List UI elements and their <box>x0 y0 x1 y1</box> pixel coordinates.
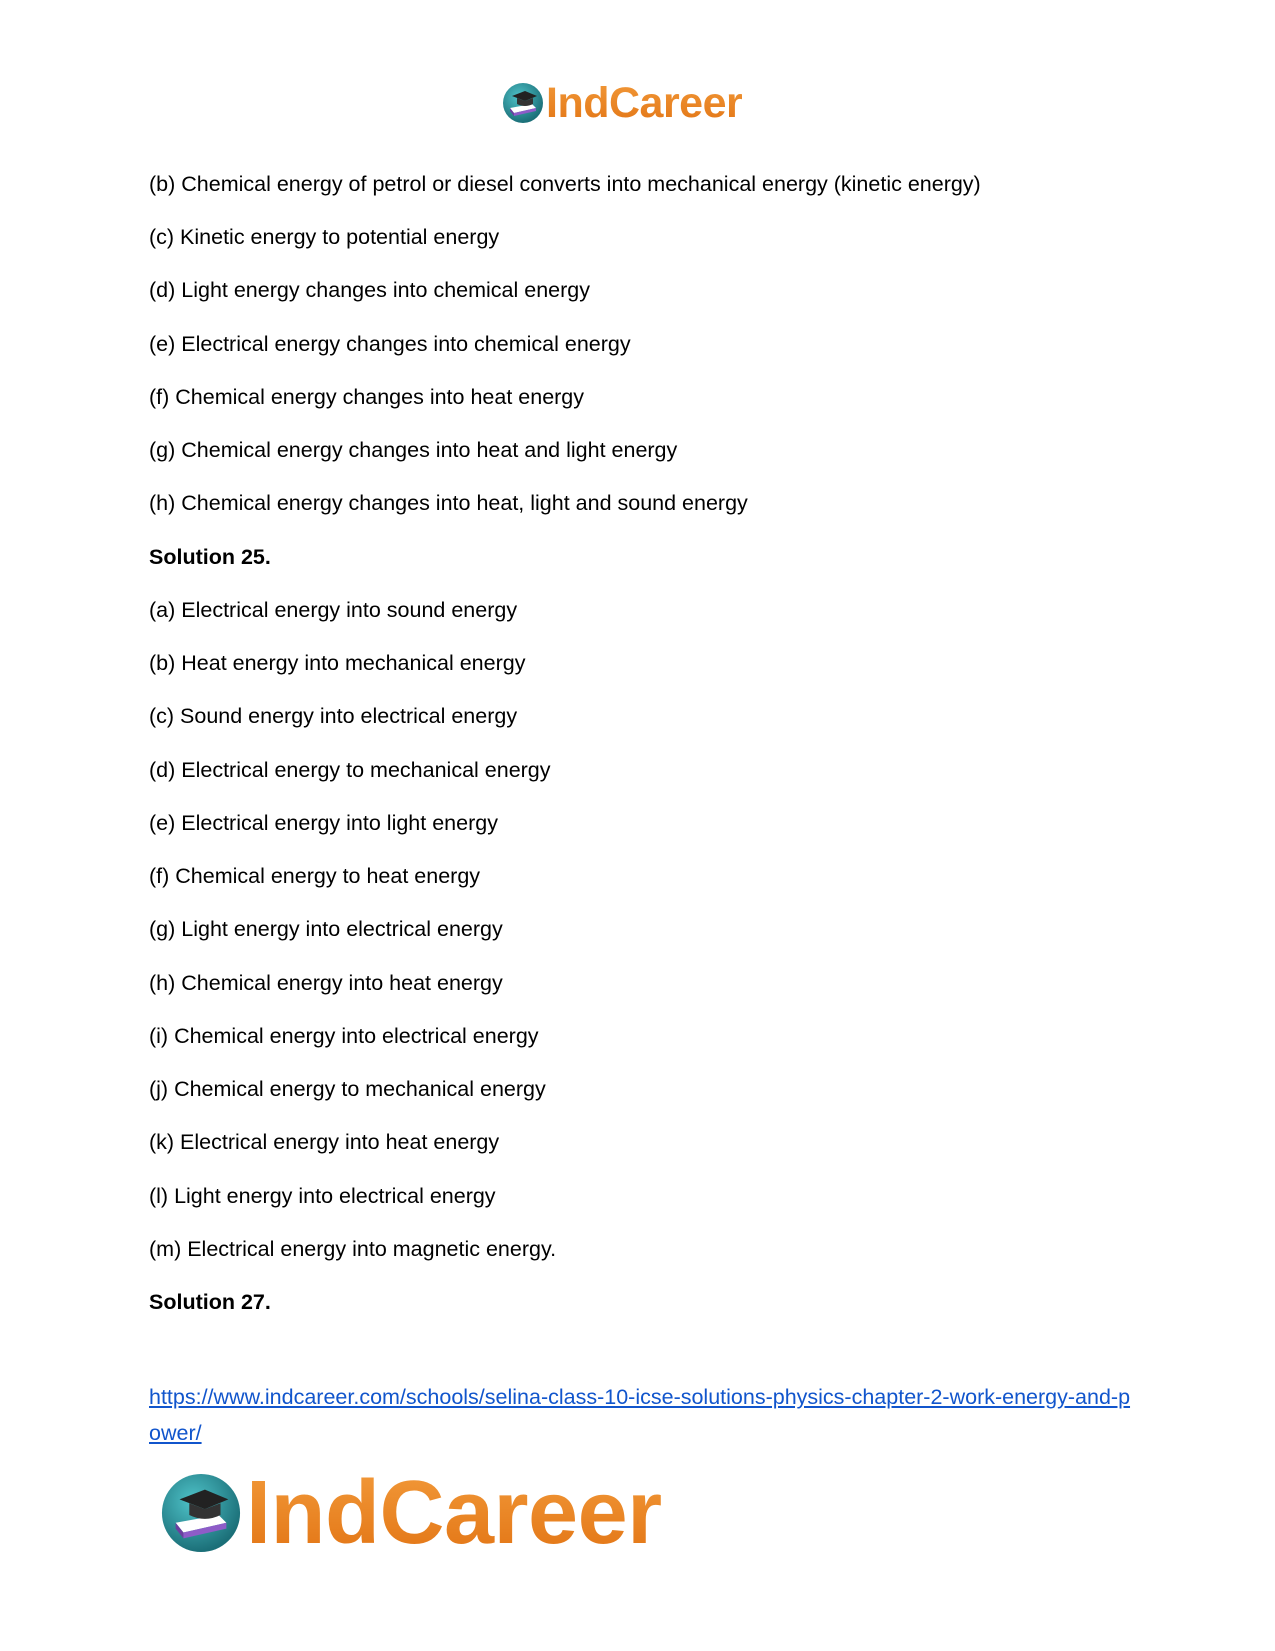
solution-25-heading: Solution 25. <box>149 545 271 569</box>
list-item: (a) Electrical energy into sound energy <box>149 598 518 622</box>
list-item: (e) Electrical energy changes into chemical energy <box>149 332 631 356</box>
header-logo <box>502 78 742 128</box>
list-item: (h) Chemical energy into heat energy <box>149 971 503 995</box>
list-item: (k) Electrical energy into heat energy <box>149 1130 500 1154</box>
list-item: (b) Heat energy into mechanical energy <box>149 651 526 675</box>
list-item: (l) Light energy into electrical energy <box>149 1184 496 1208</box>
list-item: (f) Chemical energy changes into heat energy <box>149 385 585 409</box>
list-item: (b) Chemical energy of petrol or diesel converts into mechanical energy (kinetic energy) <box>149 172 981 196</box>
list-item: (h) Chemical energy changes into heat, light and sound energy <box>149 491 748 515</box>
solution-27-link[interactable]: https://www.indcareer.com/schools/selina-class-10-icse-solutions-physics-chapter-2-work-energy-and-power/ <box>149 1385 1131 1445</box>
list-item: (f) Chemical energy to heat energy <box>149 864 481 888</box>
footer-logo <box>160 1465 662 1561</box>
list-item: (d) Electrical energy to mechanical energy <box>149 758 551 782</box>
list-item: (d) Light energy changes into chemical energy <box>149 278 591 302</box>
list-item: (g) Light energy into electrical energy <box>149 917 503 941</box>
graduation-book-icon <box>502 82 544 124</box>
list-item: (m) Electrical energy into magnetic energy. <box>149 1237 557 1261</box>
list-item: (c) Sound energy into electrical energy <box>149 704 518 728</box>
list-item: (e) Electrical energy into light energy <box>149 811 498 835</box>
list-item: (j) Chemical energy to mechanical energy <box>149 1077 546 1101</box>
graduation-book-icon <box>160 1472 242 1554</box>
solution-27-heading: Solution 27. <box>149 1290 271 1314</box>
list-item: (g) Chemical energy changes into heat and light energy <box>149 438 678 462</box>
brand-wordmark: IndCareer <box>546 79 743 127</box>
list-item: (c) Kinetic energy to potential energy <box>149 225 500 249</box>
brand-wordmark: IndCareer <box>246 1463 662 1563</box>
list-item: (i) Chemical energy into electrical energy <box>149 1024 539 1048</box>
